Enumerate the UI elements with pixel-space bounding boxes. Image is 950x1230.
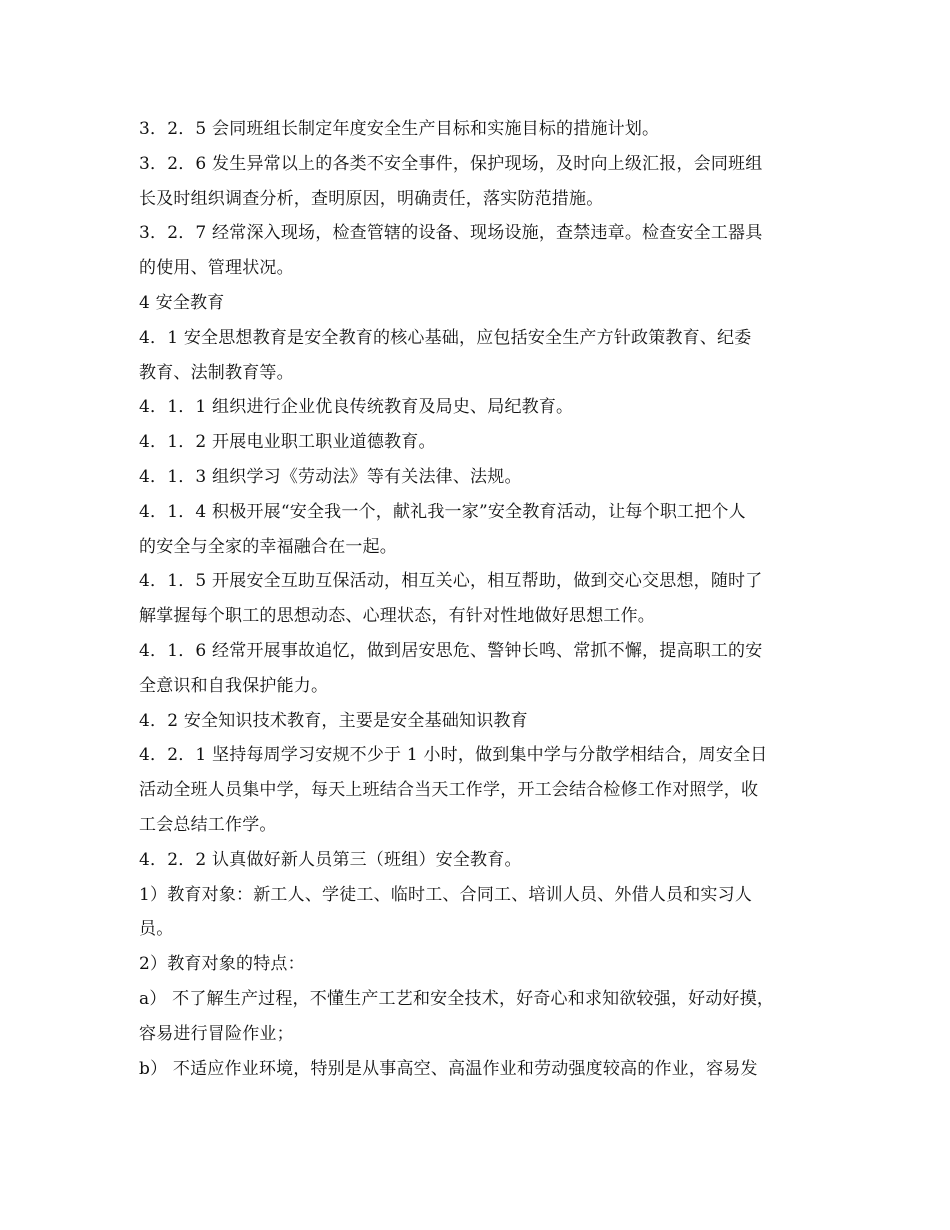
text-line: 1）教育对象：新工人、学徒工、临时工、合同工、培训人员、外借人员和实习人 [139, 884, 753, 905]
text-line: 解掌握每个职工的思想动态、心理状态，有针对性地做好思想工作。 [139, 606, 655, 627]
text-line: 3．2．6 发生异常以上的各类不安全事件，保护现场，及时向上级汇报，会同班组 [139, 153, 763, 174]
text-line: 4．1．3 组织学习《劳动法》等有关法律、法规。 [139, 466, 522, 487]
document-body [139, 112, 819, 1086]
text-line: 活动全班人员集中学，每天上班结合当天工作学，开工会结合检修工作对照学，收 [139, 780, 759, 801]
text-line: 的安全与全家的幸福融合在一起。 [139, 536, 397, 557]
text-line: 容易进行冒险作业； [139, 1023, 294, 1044]
section-heading: 4 安全教育 [139, 292, 225, 313]
text-line: 4．1．4 积极开展“安全我一个，献礼我一家”安全教育活动，让每个职工把个人 [139, 501, 746, 522]
text-line: 长及时组织调查分析，查明原因，明确责任，落实防范措施。 [139, 188, 604, 209]
text-line: 工会总结工作学。 [139, 814, 277, 835]
text-line: 3．2．5 会同班组长制定年度安全生产目标和实施目标的措施计划。 [139, 119, 660, 139]
text-line: 4．1．1 组织进行企业优良传统教育及局史、局纪教育。 [139, 397, 574, 418]
text-line: 教育、法制教育等。 [139, 362, 294, 383]
text-line: a） 不了解生产过程，不懂生产工艺和安全技术，好奇心和求知欲较强，好动好摸， [139, 988, 775, 1009]
text-line: 4．1．6 经常开展事故追忆，做到居安思危、警钟长鸣、常抓不懈，提高职工的安 [139, 640, 763, 661]
text-line: 4．1．5 开展安全互助互保活动，相互关心，相互帮助，做到交心交思想，随时了 [139, 571, 763, 592]
text-line: 的使用、管理状况。 [139, 258, 294, 279]
text-line: 4．1 安全思想教育是安全教育的核心基础，应包括安全生产方针政策教育、纪委 [139, 327, 752, 348]
text-line: 3．2．7 经常深入现场，检查管辖的设备、现场设施，查禁违章。检查安全工器具 [139, 223, 763, 244]
text-line: 4．2．1 坚持每周学习安规不少于 1 小时，做到集中学与分散学相结合，周安全日 [139, 745, 768, 766]
text-line: 4．1．2 开展电业职工职业道德教育。 [139, 432, 436, 453]
text-line: 2）教育对象的特点： [139, 954, 305, 975]
text-line: 4．2 安全知识技术教育，主要是安全基础知识教育 [139, 710, 528, 731]
text-line: 全意识和自我保护能力。 [139, 675, 329, 696]
text-line: 4．2．2 认真做好新人员第三（班组）安全教育。 [139, 849, 522, 870]
text-line: 员。 [139, 919, 174, 940]
text-line: b） 不适应作业环境，特别是从事高空、高温作业和劳动强度较高的作业，容易发 [139, 1058, 758, 1079]
